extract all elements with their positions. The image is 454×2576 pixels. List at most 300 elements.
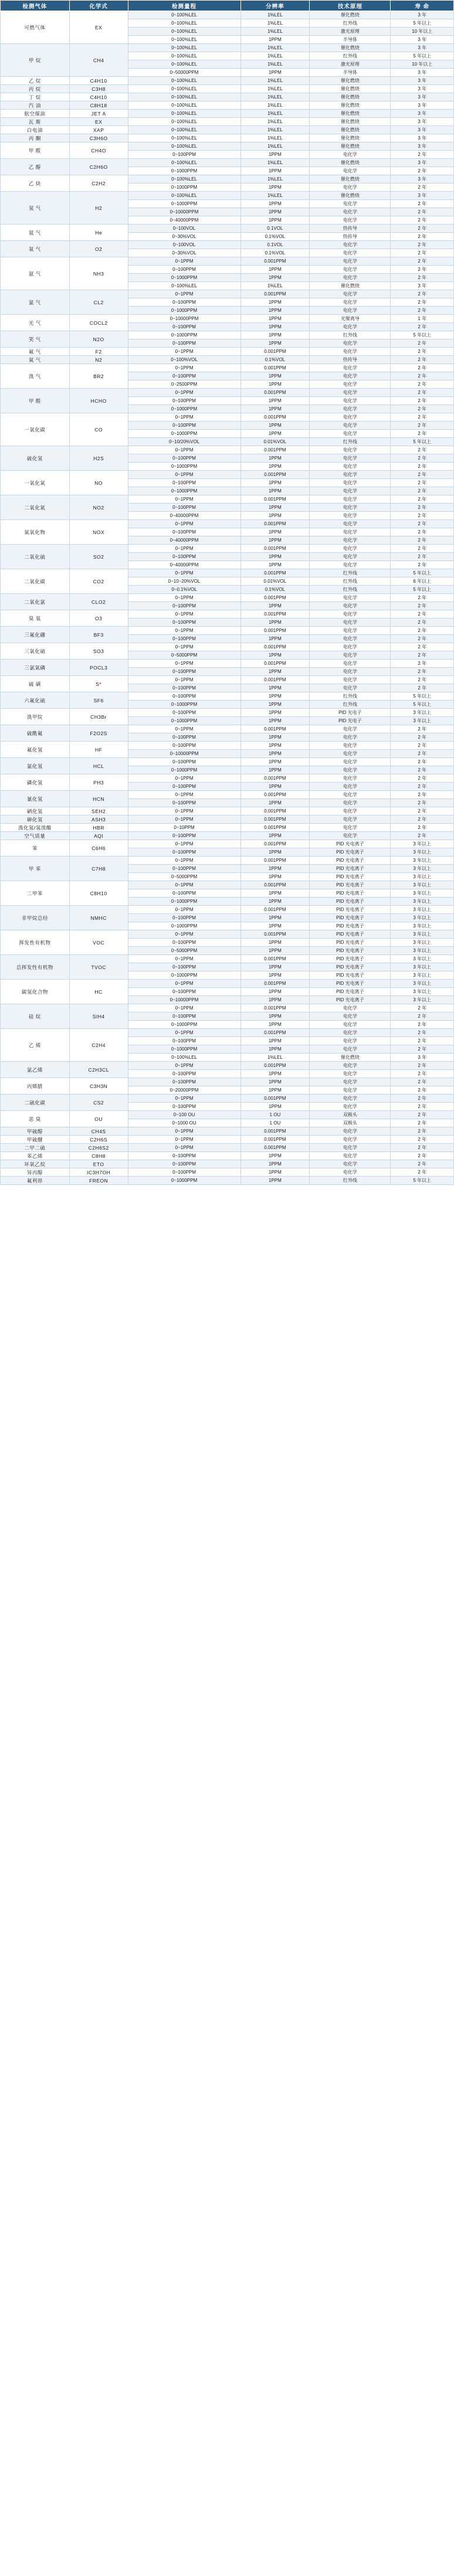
resolution-cell: 0.001PPM	[240, 807, 310, 815]
range-cell: 0~100%LEL	[128, 101, 240, 110]
life-cell: 2 年	[391, 471, 454, 479]
life-cell: 3 年	[391, 44, 454, 52]
table-row	[1, 413, 454, 422]
column-header-range: 检测量程	[128, 1, 240, 11]
chemical-formula-cell: SO3	[69, 643, 128, 660]
table-row	[1, 495, 454, 504]
gas-name-cell: 恶 臭	[1, 1111, 70, 1127]
life-cell: 5 年以上	[391, 692, 454, 701]
gas-name-cell: 乙 炔	[1, 175, 70, 192]
chemical-formula-cell: C2H3CL	[69, 1062, 128, 1078]
chemical-formula-cell: HBR	[69, 824, 128, 832]
resolution-cell: 0.001PPM	[240, 364, 310, 372]
gas-name-cell: 硫酰氟	[1, 725, 70, 742]
resolution-cell: 1PPM	[240, 783, 310, 791]
range-cell: 0~100PPM	[128, 454, 240, 463]
technology-cell: 热传导	[310, 225, 391, 233]
range-cell: 0~1PPM	[128, 774, 240, 783]
range-cell: 0~1000PPM	[128, 717, 240, 725]
life-cell: 2 年	[391, 676, 454, 684]
technology-cell: 电化学	[310, 1152, 391, 1160]
life-cell: 2 年	[391, 323, 454, 331]
table-row	[1, 348, 454, 356]
life-cell: 2 年	[391, 1004, 454, 1012]
range-cell: 0~100%LEL	[128, 60, 240, 69]
life-cell: 3 年以上	[391, 873, 454, 881]
technology-cell: PID 光电离子	[310, 848, 391, 857]
resolution-cell: 1%LEL	[240, 85, 310, 93]
table-row	[1, 1136, 454, 1144]
technology-cell: 电化学	[310, 1062, 391, 1070]
resolution-cell: 1%LEL	[240, 1053, 310, 1062]
technology-cell: 电化学	[310, 1168, 391, 1177]
range-cell: 0~100%LEL	[128, 142, 240, 151]
life-cell: 2 年	[391, 389, 454, 397]
gas-name-cell: 硫 磺	[1, 676, 70, 692]
chemical-formula-cell: IC3H7OH	[69, 1168, 128, 1177]
life-cell: 3 年	[391, 101, 454, 110]
chemical-formula-cell: OU	[69, 1111, 128, 1127]
resolution-cell: 0.001PPM	[240, 857, 310, 865]
life-cell: 3 年	[391, 159, 454, 167]
resolution-cell: 1PPM	[240, 183, 310, 192]
gas-name-cell: 氯 气	[1, 290, 70, 315]
technology-cell: 催化燃烧	[310, 101, 391, 110]
technology-cell: 催化燃烧	[310, 44, 391, 52]
range-cell: 0~100%LEL	[128, 118, 240, 126]
technology-cell: 电化学	[310, 594, 391, 602]
resolution-cell: 0.001PPM	[240, 980, 310, 988]
technology-cell: PID 光电离子	[310, 996, 391, 1004]
technology-cell: 催化燃烧	[310, 142, 391, 151]
range-cell: 0~100%LEL	[128, 159, 240, 167]
technology-cell: 红外线	[310, 577, 391, 586]
technology-cell: PID 光电离子	[310, 988, 391, 996]
resolution-cell: 0.001PPM	[240, 471, 310, 479]
technology-cell: 激光原理	[310, 60, 391, 69]
technology-cell: PID 光电离子	[310, 963, 391, 971]
gas-name-cell: 环氧乙烷	[1, 1160, 70, 1168]
gas-name-cell: 碳氢化合物	[1, 980, 70, 1004]
life-cell: 3 年以上	[391, 955, 454, 963]
technology-cell: 电化学	[310, 307, 391, 315]
range-cell: 0~100PPM	[128, 372, 240, 380]
technology-cell: 电化学	[310, 758, 391, 766]
range-cell: 0~1000PPM	[128, 766, 240, 774]
life-cell: 2 年	[391, 1086, 454, 1095]
table-row	[1, 44, 454, 52]
gas-name-cell: 乙 烯	[1, 1029, 70, 1062]
resolution-cell: 1PPM	[240, 36, 310, 44]
resolution-cell: 0.001PPM	[240, 413, 310, 422]
chemical-formula-cell: NH3	[69, 257, 128, 290]
chemical-formula-cell: CO	[69, 413, 128, 446]
chemical-formula-cell: SO2	[69, 545, 128, 569]
life-cell: 2 年	[391, 1062, 454, 1070]
range-cell: 0~1PPM	[128, 643, 240, 651]
chemical-formula-cell: C6H6	[69, 840, 128, 857]
resolution-cell: 1%LEL	[240, 19, 310, 28]
technology-cell: 电化学	[310, 454, 391, 463]
range-cell: 0~10000PPM	[128, 750, 240, 758]
resolution-cell: 1PPM	[240, 380, 310, 389]
resolution-cell: 0.001PPM	[240, 290, 310, 298]
resolution-cell: 0.001PPM	[240, 791, 310, 799]
resolution-cell: 1PPM	[240, 1177, 310, 1185]
life-cell: 2 年	[391, 553, 454, 561]
range-cell: 0~100PPM	[128, 709, 240, 717]
resolution-cell: 0.001PPM	[240, 594, 310, 602]
resolution-cell: 1PPM	[240, 865, 310, 873]
range-cell: 0~100%LEL	[128, 36, 240, 44]
range-cell: 0~100PPM	[128, 339, 240, 348]
gas-name-cell: 空气质量	[1, 832, 70, 840]
table-row	[1, 545, 454, 553]
chemical-formula-cell: N2O	[69, 331, 128, 348]
range-cell: 0~1PPM	[128, 980, 240, 988]
technology-cell: 催化燃烧	[310, 118, 391, 126]
gas-name-cell: 三氧化硫	[1, 643, 70, 660]
range-cell: 0~1000PPM	[128, 1045, 240, 1053]
table-row	[1, 1062, 454, 1070]
table-row	[1, 643, 454, 651]
life-cell: 5 年以上	[391, 1177, 454, 1185]
gas-spec-table	[0, 0, 454, 1185]
technology-cell: 红外线	[310, 701, 391, 709]
resolution-cell: 0.1%VOL	[240, 356, 310, 364]
technology-cell: 催化燃烧	[310, 192, 391, 200]
chemical-formula-cell: C8H10	[69, 881, 128, 906]
gas-name-cell: 氯化氢	[1, 758, 70, 774]
life-cell: 2 年	[391, 1037, 454, 1045]
range-cell: 0~1PPM	[128, 545, 240, 553]
technology-cell: 电化学	[310, 380, 391, 389]
life-cell: 2 年	[391, 783, 454, 791]
gas-name-cell: 甲 烷	[1, 44, 70, 77]
resolution-cell: 1%LEL	[240, 126, 310, 134]
table-row	[1, 627, 454, 635]
resolution-cell: 1PPM	[240, 307, 310, 315]
resolution-cell: 1PPM	[240, 405, 310, 413]
chemical-formula-cell: SF6	[69, 692, 128, 709]
resolution-cell: 1PPM	[240, 889, 310, 898]
resolution-cell: 0.001PPM	[240, 1004, 310, 1012]
resolution-cell: 0.1%VOL	[240, 586, 310, 594]
range-cell: 0~1000PPM	[128, 167, 240, 175]
range-cell: 0~1PPM	[128, 807, 240, 815]
resolution-cell: 1PPM	[240, 1037, 310, 1045]
technology-cell: 催化燃烧	[310, 282, 391, 290]
table-row	[1, 1160, 454, 1168]
chemical-formula-cell: NO	[69, 471, 128, 495]
life-cell: 3 年以上	[391, 971, 454, 980]
life-cell: 2 年	[391, 799, 454, 807]
resolution-cell: 0.001PPM	[240, 824, 310, 832]
resolution-cell: 1PPM	[240, 898, 310, 906]
table-row	[1, 118, 454, 126]
resolution-cell: 0.001PPM	[240, 815, 310, 824]
range-cell: 0~100PPM	[128, 1078, 240, 1086]
chemical-formula-cell: FREON	[69, 1177, 128, 1185]
table-row	[1, 257, 454, 266]
technology-cell: 电化学	[310, 1070, 391, 1078]
technology-cell: 电化学	[310, 553, 391, 561]
gas-name-cell: 氮 气	[1, 356, 70, 364]
gas-name-cell: 溴甲烷	[1, 709, 70, 725]
chemical-formula-cell: CH4S	[69, 1127, 128, 1136]
range-cell: 0~100PPM	[128, 553, 240, 561]
technology-cell: 电化学	[310, 618, 391, 627]
resolution-cell: 1PPM	[240, 315, 310, 323]
resolution-cell: 0.001PPM	[240, 389, 310, 397]
resolution-cell: 1PPM	[240, 692, 310, 701]
gas-name-cell: 笑 气	[1, 331, 70, 348]
range-cell: 0~100PPM	[128, 1037, 240, 1045]
range-cell: 0~100PPM	[128, 783, 240, 791]
life-cell: 2 年	[391, 1095, 454, 1103]
resolution-cell: 1PPM	[240, 848, 310, 857]
table-row	[1, 85, 454, 93]
technology-cell: 红外线	[310, 692, 391, 701]
life-cell: 3 年	[391, 77, 454, 85]
resolution-cell: 0.001PPM	[240, 545, 310, 553]
chemical-formula-cell: C3H8	[69, 85, 128, 93]
life-cell: 2 年	[391, 290, 454, 298]
range-cell: 0~1PPM	[128, 1029, 240, 1037]
chemical-formula-cell: C3H3N	[69, 1078, 128, 1095]
table-row	[1, 1078, 454, 1086]
table-row	[1, 1095, 454, 1103]
resolution-cell: 1PPM	[240, 487, 310, 495]
resolution-cell: 1PPM	[240, 758, 310, 766]
gas-name-cell: 氢 气	[1, 192, 70, 225]
technology-cell: PID 光电离子	[310, 906, 391, 914]
technology-cell: 电化学	[310, 1037, 391, 1045]
resolution-cell: 1%LEL	[240, 282, 310, 290]
resolution-cell: 1PPM	[240, 397, 310, 405]
technology-cell: PID 光电离子	[310, 857, 391, 865]
range-cell: 0~100PPM	[128, 889, 240, 898]
technology-cell: PID 光电离子	[310, 914, 391, 922]
resolution-cell: 1PPM	[240, 922, 310, 930]
technology-cell: 电化学	[310, 397, 391, 405]
life-cell: 3 年以上	[391, 840, 454, 848]
range-cell: 0~10000PPM	[128, 208, 240, 216]
life-cell: 3 年以上	[391, 709, 454, 717]
technology-cell: 半导体	[310, 69, 391, 77]
life-cell: 3 年以上	[391, 914, 454, 922]
resolution-cell: 0.001PPM	[240, 676, 310, 684]
resolution-cell: 1PPM	[240, 274, 310, 282]
range-cell: 0~10~20%VOL	[128, 577, 240, 586]
range-cell: 0~1000PPM	[128, 463, 240, 471]
resolution-cell: 0.001PPM	[240, 930, 310, 939]
life-cell: 3 年以上	[391, 988, 454, 996]
resolution-cell: 1PPM	[240, 463, 310, 471]
technology-cell: 电化学	[310, 200, 391, 208]
resolution-cell: 1%LEL	[240, 118, 310, 126]
table-row	[1, 142, 454, 151]
resolution-cell: 1PPM	[240, 528, 310, 536]
life-cell: 2 年	[391, 380, 454, 389]
chemical-formula-cell: NMHC	[69, 906, 128, 930]
technology-cell: 催化燃烧	[310, 126, 391, 134]
resolution-cell: 0.01%VOL	[240, 577, 310, 586]
technology-cell: 电化学	[310, 643, 391, 651]
range-cell: 0~1PPM	[128, 906, 240, 914]
gas-name-cell: 二甲二硫	[1, 1144, 70, 1152]
technology-cell: 催化燃烧	[310, 93, 391, 101]
resolution-cell: 0.001PPM	[240, 643, 310, 651]
gas-name-cell: 总挥发性有机物	[1, 955, 70, 980]
resolution-cell: 1PPM	[240, 684, 310, 692]
chemical-formula-cell: TVOC	[69, 955, 128, 980]
resolution-cell: 1PPM	[240, 266, 310, 274]
table-row	[1, 1144, 454, 1152]
chemical-formula-cell: CL2	[69, 290, 128, 315]
chemical-formula-cell: SEH2	[69, 807, 128, 815]
range-cell: 0~100%LEL	[128, 175, 240, 183]
resolution-cell: 1PPM	[240, 742, 310, 750]
range-cell: 0~100PPM	[128, 799, 240, 807]
chemical-formula-cell: HF	[69, 742, 128, 758]
chemical-formula-cell: XAP	[69, 126, 128, 134]
chemical-formula-cell: S*	[69, 676, 128, 692]
range-cell: 0~1PPM	[128, 930, 240, 939]
gas-name-cell: 异丙醇	[1, 1168, 70, 1177]
gas-name-cell: 砷化氢	[1, 815, 70, 824]
life-cell: 2 年	[391, 618, 454, 627]
table-row	[1, 857, 454, 865]
life-cell: 2 年	[391, 643, 454, 651]
life-cell: 2 年	[391, 774, 454, 783]
range-cell: 0~100PPM	[128, 1168, 240, 1177]
table-row	[1, 159, 454, 167]
technology-cell: 电化学	[310, 1021, 391, 1029]
table-row	[1, 742, 454, 750]
gas-name-cell: 甲 醛	[1, 142, 70, 159]
resolution-cell: 0.001PPM	[240, 1062, 310, 1070]
technology-cell: 催化燃烧	[310, 77, 391, 85]
life-cell: 2 年	[391, 1168, 454, 1177]
range-cell: 0~100%LEL	[128, 28, 240, 36]
table-row	[1, 660, 454, 668]
resolution-cell: 1PPM	[240, 504, 310, 512]
table-row	[1, 725, 454, 733]
technology-cell: PID 光电离子	[310, 947, 391, 955]
technology-cell: 电化学	[310, 725, 391, 733]
life-cell: 10 年以上	[391, 60, 454, 69]
life-cell: 2 年	[391, 167, 454, 175]
chemical-formula-cell: ASH3	[69, 815, 128, 824]
life-cell: 3 年以上	[391, 980, 454, 988]
technology-cell: 红外线	[310, 1177, 391, 1185]
range-cell: 0~1PPM	[128, 1095, 240, 1103]
resolution-cell: 1PPM	[240, 216, 310, 225]
gas-name-cell: 二氧化氯	[1, 594, 70, 610]
range-cell: 0~1PPM	[128, 1004, 240, 1012]
life-cell: 2 年	[391, 233, 454, 241]
technology-cell: 红外线	[310, 19, 391, 28]
technology-cell: PID 光电离子	[310, 865, 391, 873]
gas-name-cell: 二甲苯	[1, 881, 70, 906]
life-cell: 5 年以上	[391, 569, 454, 577]
table-row	[1, 709, 454, 717]
gas-name-cell: 六氟化硫	[1, 692, 70, 709]
resolution-cell: 1PPM	[240, 914, 310, 922]
life-cell: 2 年	[391, 545, 454, 553]
chemical-formula-cell: NOX	[69, 520, 128, 545]
range-cell: 0~1PPM	[128, 1136, 240, 1144]
life-cell: 3 年以上	[391, 898, 454, 906]
resolution-cell: 1PPM	[240, 750, 310, 758]
technology-cell: 电化学	[310, 1045, 391, 1053]
technology-cell: 红外线	[310, 52, 391, 60]
table-row	[1, 110, 454, 118]
technology-cell: PID 光电子	[310, 717, 391, 725]
range-cell: 0~1PPM	[128, 955, 240, 963]
range-cell: 0~30%VOL	[128, 233, 240, 241]
life-cell: 2 年	[391, 454, 454, 463]
range-cell: 0~100%LEL	[128, 85, 240, 93]
table-row	[1, 192, 454, 200]
gas-name-cell: 三氯氧磷	[1, 660, 70, 676]
technology-cell: 红外线	[310, 569, 391, 577]
resolution-cell: 1%LEL	[240, 60, 310, 69]
range-cell: 0~1PPM	[128, 348, 240, 356]
resolution-cell: 1PPM	[240, 1160, 310, 1168]
life-cell: 3 年	[391, 1053, 454, 1062]
chemical-formula-cell: CH4	[69, 44, 128, 77]
chemical-formula-cell: VOC	[69, 930, 128, 955]
resolution-cell: 1PPM	[240, 479, 310, 487]
gas-name-cell: 硅 烷	[1, 1004, 70, 1029]
life-cell: 3 年	[391, 126, 454, 134]
technology-cell: 电化学	[310, 364, 391, 372]
technology-cell: 电化学	[310, 339, 391, 348]
life-cell: 2 年	[391, 602, 454, 610]
life-cell: 2 年	[391, 750, 454, 758]
life-cell: 2 年	[391, 397, 454, 405]
gas-name-cell: 二硫化碳	[1, 1095, 70, 1111]
range-cell: 0~100PPM	[128, 635, 240, 643]
gas-name-cell: 苯乙烯	[1, 1152, 70, 1160]
life-cell: 2 年	[391, 536, 454, 545]
resolution-cell: 0.001PPM	[240, 348, 310, 356]
resolution-cell: 0.001PPM	[240, 774, 310, 783]
chemical-formula-cell: F2	[69, 348, 128, 356]
resolution-cell: 1PPM	[240, 298, 310, 307]
life-cell: 2 年	[391, 216, 454, 225]
life-cell: 2 年	[391, 504, 454, 512]
resolution-cell: 1PPM	[240, 1045, 310, 1053]
life-cell: 3 年以上	[391, 947, 454, 955]
table-header	[1, 1, 454, 11]
life-cell: 3 年以上	[391, 889, 454, 898]
table-header-row	[1, 1, 454, 11]
resolution-cell: 0.001PPM	[240, 1136, 310, 1144]
range-cell: 0~1PPM	[128, 389, 240, 397]
life-cell: 2 年	[391, 1070, 454, 1078]
range-cell: 0~20000PPM	[128, 1086, 240, 1095]
life-cell: 2 年	[391, 627, 454, 635]
resolution-cell: 1%LEL	[240, 28, 310, 36]
life-cell: 2 年	[391, 356, 454, 364]
range-cell: 0~40000PPM	[128, 561, 240, 569]
range-cell: 0~50000PPM	[128, 69, 240, 77]
range-cell: 0~40000PPM	[128, 216, 240, 225]
range-cell: 0~1PPM	[128, 569, 240, 577]
